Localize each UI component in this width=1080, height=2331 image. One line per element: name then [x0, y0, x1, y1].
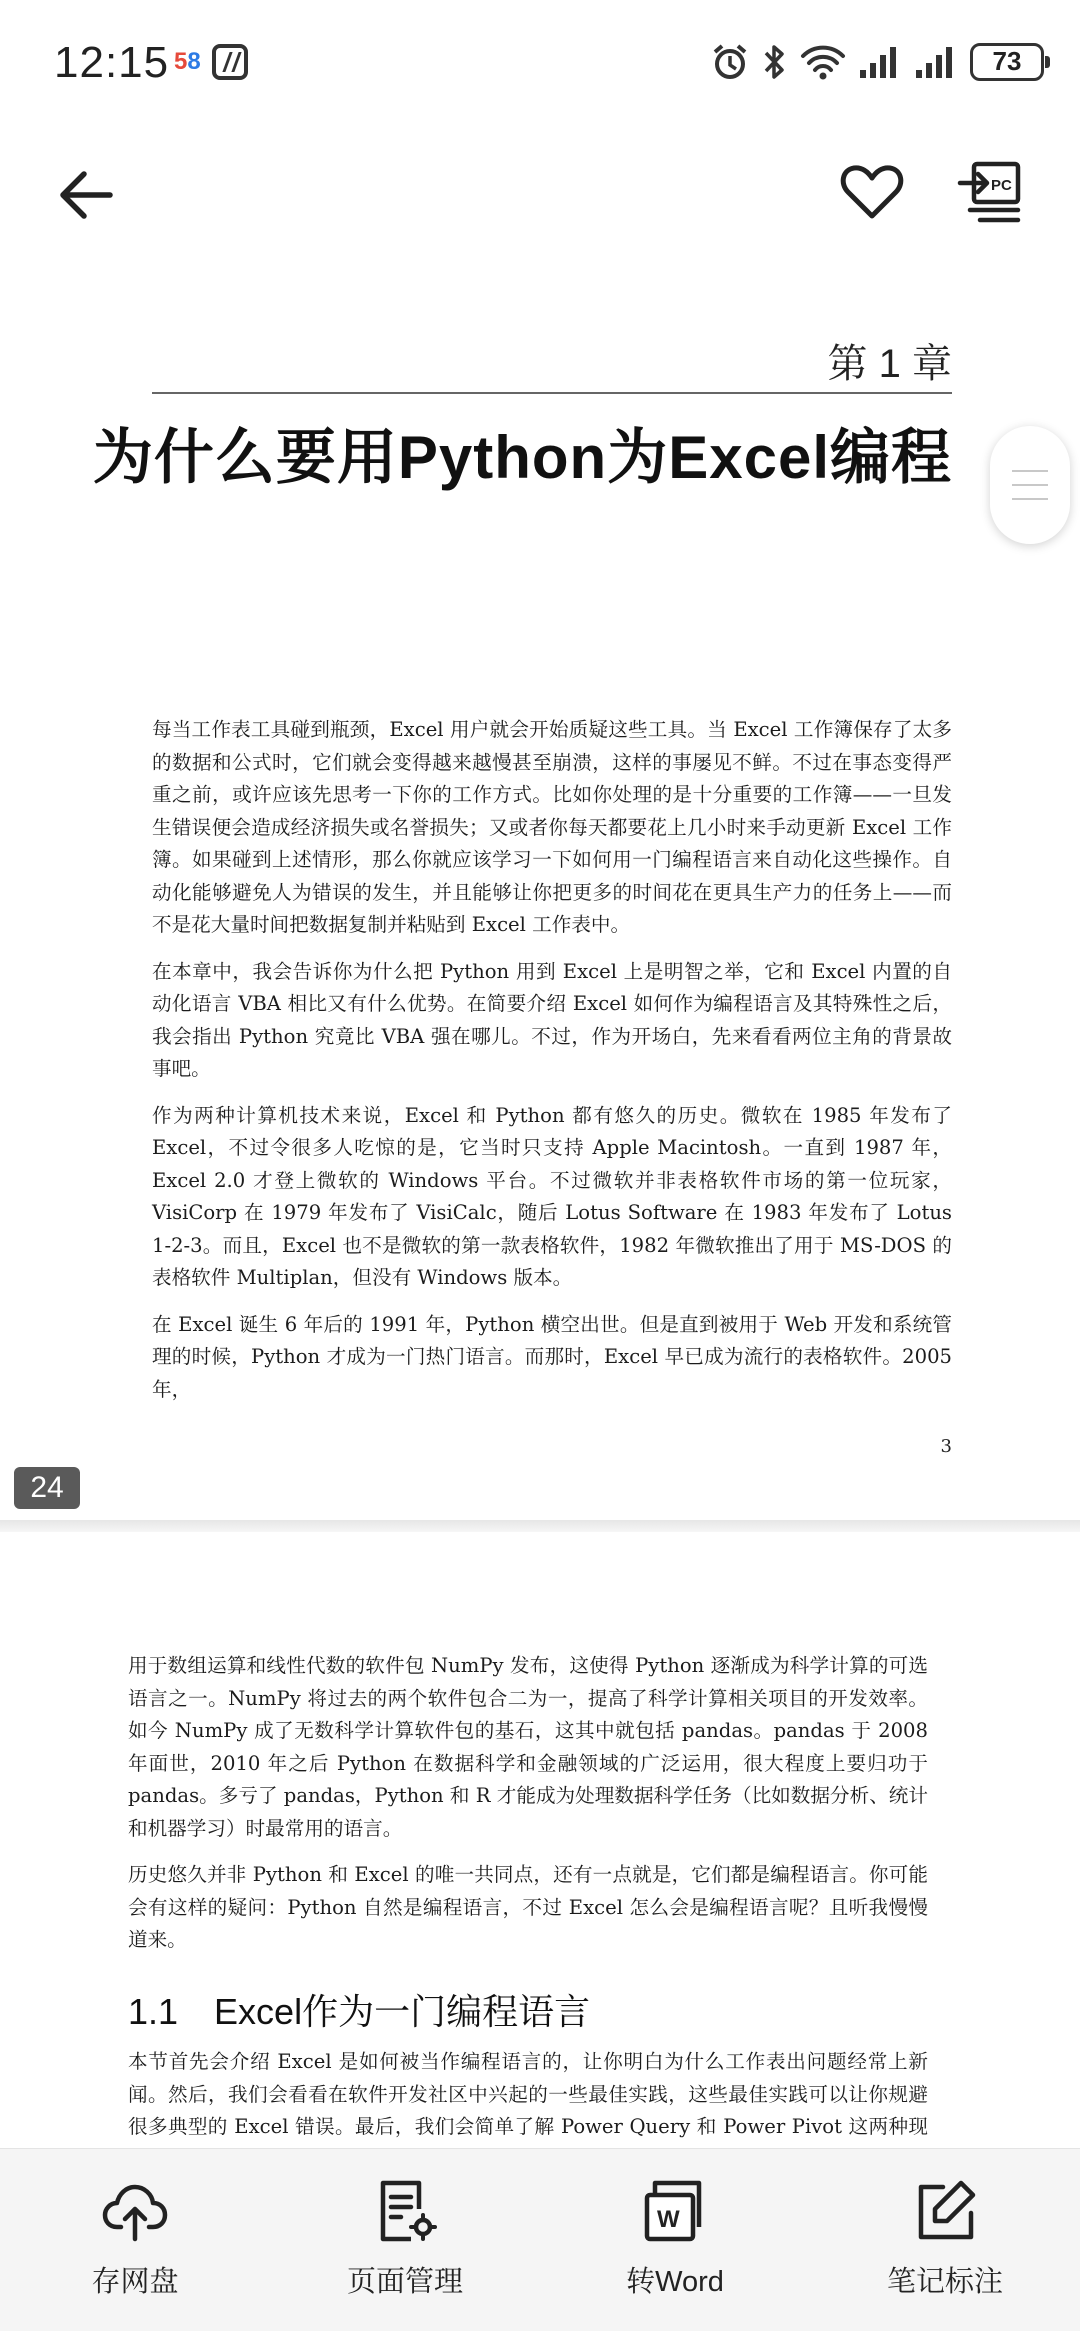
top-toolbar: [0, 140, 1080, 250]
back-arrow-icon: [52, 160, 122, 230]
bottom-action-bar: [0, 2148, 1080, 2331]
nfc-icon: [212, 44, 248, 80]
heart-icon: [838, 158, 906, 226]
page-indicator-badge: 24: [14, 1467, 80, 1509]
alarm-icon: [710, 42, 750, 82]
save-to-cloud-button[interactable]: [0, 2149, 270, 2331]
section-heading: 1.1 Excel作为一门编程语言: [128, 1991, 591, 2032]
paragraph: 在 Excel 诞生 6 年后的 1991 年，Python 横空出世。但是直到被用于 Web 开发和系统管理的时候，Python 才成为一门热门语言。而那时，Excel 早已成为流行的表格软件。2005 年，: [152, 1312, 952, 1401]
paragraph: 用于数组运算和线性代数的软件包 NumPy 发布，这使得 Python 逐渐成为科学计算的可选语言之一。NumPy 将过去的两个软件包合二为一，提高了科学计算相关项目的开发效率。如今 NumPy 成了无数科学计算软件包的基石，这其中就包括 pandas。pandas 于 2008 年面世，2010 年之后 Python 在数据科学和金融领域的广泛运用，很大程度上要归功于 pandas。多亏了 pandas，Python 和 R 才能成为处理数据科学任务（比如数据分析、统计和机器学习）时最常用的语言。: [128, 1654, 928, 1840]
status-icons: [710, 38, 1044, 86]
paragraph: 历史悠久并非 Python 和 Excel 的唯一共同点，还有一点就是，它们都是编程语言。你可能会有这样的疑问：Python 自然是编程语言，不过 Excel 怎么会是编程语言呢？且听我慢慢道来。: [128, 1863, 928, 1951]
chapter-number: 第 1 章: [827, 342, 952, 386]
scroll-handle[interactable]: [990, 426, 1070, 544]
convert-to-word-button[interactable]: [540, 2149, 810, 2331]
paragraph: 作为两种计算机技术来说，Excel 和 Python 都有悠久的历史。微软在 1985 年发布了 Excel，不过令很多人吃惊的是，它当时只支持 Apple Macintosh。一直到 1987 年，Excel 2.0 才登上微软的 Windows 平台。不过微软并非表格软件市场的第一位玩家，VisiCorp 在 1979 年发布了 VisiCalc，随后 Lotus Software 在 1983 年发布了 Lotus 1-2-3。而且，Excel 也不是微软的第一款表格软件，1982 年微软推出了用于 MS-DOS 的表格软件 Multiplan，但没有 Windows 版本。: [152, 1103, 952, 1289]
wifi-icon: [800, 42, 846, 82]
page-number: 3: [940, 1436, 952, 1457]
cloud-upload-icon: [101, 2177, 169, 2245]
page-settings-icon: [371, 2177, 439, 2245]
signal-icon-2: [914, 42, 958, 82]
signal-icon-1: [858, 42, 902, 82]
paragraph: 每当工作表工具碰到瓶颈，Excel 用户就会开始质疑这些工具。当 Excel 工作簿保存了太多的数据和公式时，它们就会变得越来越慢甚至崩溃，这样的事屡见不鲜。不过在事态变得严重之前，或许应该先思考一下你的工作方式。比如你处理的是十分重要的工作簿——一旦发生错误便会造成经济损失或名誉损失；又或者你每天都要花上几小时来手动更新 Excel 工作簿。如果碰到上述情形，那么你就应该学习一下如何用一门编程语言来自动化这些操作。自动化能够避免人为错误的发生，并且能够让你把更多的时间花在更具生产力的任务上——而不是花大量时间把数据复制并粘贴到 Excel 工作表中。: [152, 718, 952, 936]
edit-note-icon: [911, 2177, 979, 2245]
document-page-1: [0, 250, 1080, 1520]
nav-label: 转Word: [626, 2266, 724, 2298]
app-58-icon: 58: [174, 48, 201, 75]
chapter-title: 为什么要用Python为Excel编程: [92, 424, 952, 491]
status-bar: [0, 0, 1080, 120]
nav-label: 页面管理: [346, 2266, 463, 2298]
word-icon: [641, 2177, 709, 2245]
page-management-button[interactable]: [270, 2149, 540, 2331]
back-button[interactable]: [52, 160, 122, 230]
notes-annotate-button[interactable]: [810, 2149, 1080, 2331]
bluetooth-icon: [762, 42, 788, 82]
svg-text:W: W: [657, 2206, 680, 2233]
chapter-divider: [152, 392, 952, 394]
paragraph: 本节首先会介绍 Excel 是如何被当作编程语言的，让你明白为什么工作表出问题经常上新闻。然后，我们会看看在软件开发社区中兴起的一些最佳实践，这些最佳实践可以让你规避很多典型的 Excel 错误。最后，我们会简单了解 Power Query 和 Power Pivot 这两种现: [128, 2050, 928, 2138]
paragraph: 在本章中，我会告诉你为什么把 Python 用到 Excel 上是明智之举，它和 Excel 内置的自动化语言 VBA 相比又有什么优势。在简要介绍 Excel 如何作为编程语言及其特殊性之后，我会指出 Python 究竟比 VBA 强在哪儿。不过，作为开场白，先来看看两位主角的背景故事吧。: [152, 959, 952, 1080]
favorite-button[interactable]: [838, 158, 906, 226]
status-time: 12:15: [54, 38, 170, 87]
nav-label: 存网盘: [91, 2266, 179, 2298]
pc-transfer-icon: [956, 158, 1024, 226]
page1-body: [152, 714, 952, 1420]
page-separator: [0, 1520, 1080, 1532]
svg-text:PC: PC: [991, 177, 1012, 194]
nav-label: 笔记标注: [886, 2266, 1003, 2298]
send-to-pc-button[interactable]: [956, 158, 1024, 226]
battery-indicator: 73: [970, 43, 1044, 81]
page2-body: [128, 1650, 928, 1971]
